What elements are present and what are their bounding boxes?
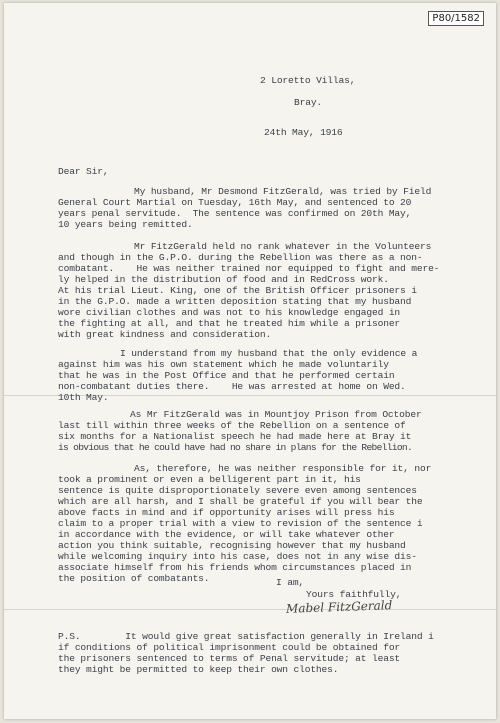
body-line: and though in the G.P.O. during the Rebellion was there as a non-	[58, 252, 423, 263]
body-line: 10th May.	[58, 392, 109, 403]
postscript-line: the prisoners sentenced to terms of Penal servitude; at least	[58, 653, 401, 664]
salutation: Dear Sir,	[58, 166, 109, 177]
body-line: 10 years being remitted.	[58, 219, 193, 230]
fold-line	[4, 609, 496, 610]
body-line: ly helped in the distribution of food and in RedCross work.	[58, 274, 389, 285]
body-line: claim to a proper trial with a view to revision of the sentence i	[58, 518, 423, 529]
body-line: years penal servitude. The sentence was confirmed on 20th May,	[58, 208, 412, 219]
body-line: associate himself from his friends whom circumstances placed in	[58, 562, 412, 573]
body-line: above facts in mind and if opportunity arises will press his	[58, 507, 395, 518]
letter-date: 24th May, 1916	[264, 127, 343, 138]
body-line: At his trial Lieut. King, one of the British Officer prisoners i	[58, 285, 417, 296]
body-line: six months for a Nationalist speech he had made here at Bray it	[58, 431, 412, 442]
body-line: which are all harsh, and I shall be grateful if you will bear the	[58, 496, 423, 507]
body-line: in accordance with the evidence, or will take whatever other	[58, 529, 395, 540]
postscript-line: if conditions of political imprisonment could be obtained for	[58, 642, 401, 653]
body-line: wore civilian clothes and was not to his knowledge engaged in	[58, 307, 401, 318]
body-line: My husband, Mr Desmond FitzGerald, was tried by Field	[134, 186, 432, 197]
handwritten-signature: Mabel FitzGerald	[285, 598, 393, 616]
body-line: with great kindness and consideration.	[58, 329, 272, 340]
archive-reference: P80/1582	[428, 11, 484, 26]
body-line: action you think suitable, recognising however that my husband	[58, 540, 406, 551]
address-line: 2 Loretto Villas,	[260, 75, 356, 86]
body-line: the fighting at all, and that he treated him while a prisoner	[58, 318, 401, 329]
body-line: while welcoming inquiry into his case, does not in any wise dis-	[58, 551, 417, 562]
body-line: that he was in the Post Office and that he performed certain	[58, 370, 395, 381]
body-line: Mr FitzGerald held no rank whatever in the Volunteers	[134, 241, 432, 252]
body-line: sentence is quite disproportionately severe even among sentences	[58, 485, 417, 496]
postscript-line: P.S. It would give great satisfaction generally in Ireland i	[58, 631, 434, 642]
address-line: Bray.	[294, 97, 323, 108]
body-line: the position of combatants.	[58, 573, 210, 584]
body-line: is obvious that he could have had no share in plans for the Rebellion.	[58, 442, 413, 453]
body-line: in the G.P.O. made a written deposition stating that my husband	[58, 296, 412, 307]
body-line: last till within three weeks of the Rebellion on a sentence of	[58, 420, 406, 431]
postscript-line: they might be permitted to keep their own clothes.	[58, 664, 339, 675]
body-line: non-combatant duties there. He was arrested at home on Wed.	[58, 381, 406, 392]
body-line: As, therefore, he was neither responsible for it, nor	[134, 463, 432, 474]
body-line: combatant. He was neither trained nor equipped to fight and mere-	[58, 263, 440, 274]
body-line: As Mr FitzGerald was in Mountjoy Prison from October	[130, 409, 422, 420]
closing-line: Yours faithfully,	[306, 589, 402, 600]
body-line: against him was his own statement which he made voluntarily	[58, 359, 389, 370]
body-line: General Court Martial on Tuesday, 16th May, and sentenced to 20	[58, 197, 412, 208]
body-line: I understand from my husband that the only evidence a	[120, 348, 418, 359]
body-line: took a prominent or even a belligerent part in it, his	[58, 474, 361, 485]
letter-sheet	[4, 3, 496, 719]
closing-line: I am,	[276, 577, 305, 588]
